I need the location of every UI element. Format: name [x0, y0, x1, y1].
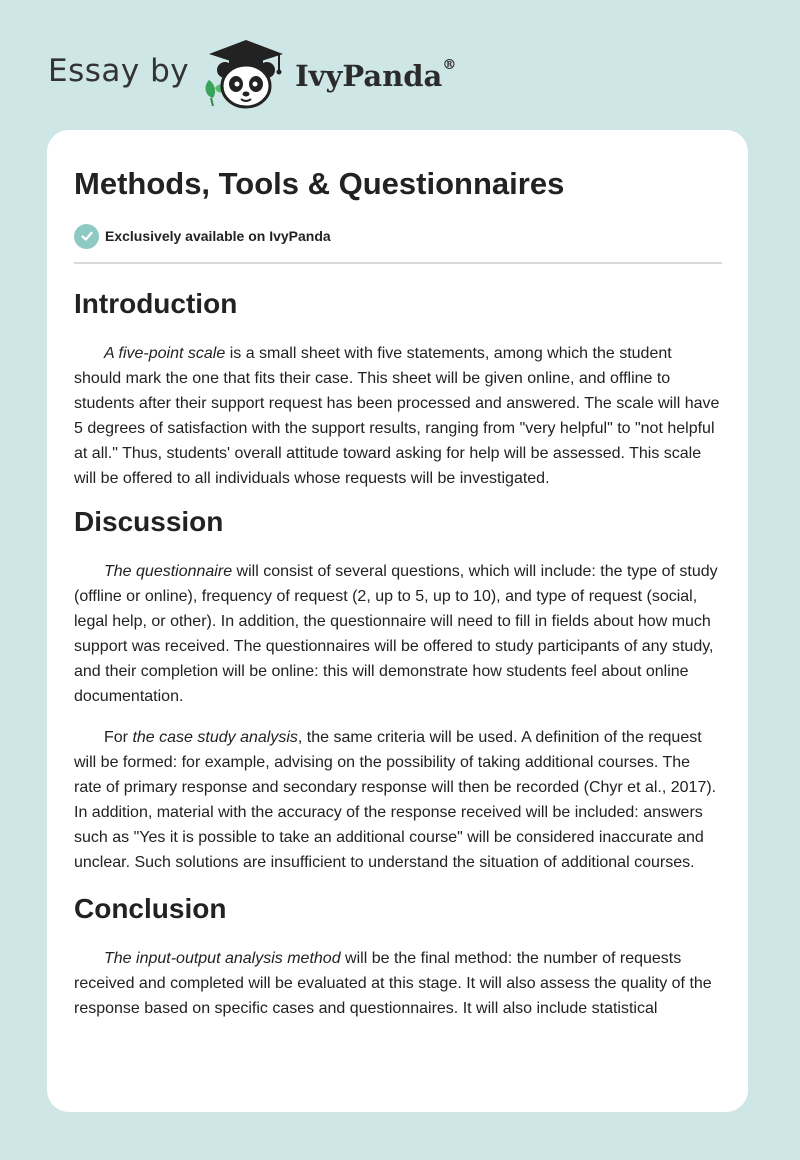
- emphasis-lead: The questionnaire: [104, 563, 233, 580]
- paragraph: [74, 725, 722, 875]
- site-header: [48, 34, 456, 114]
- divider: [74, 262, 722, 264]
- paragraph: [74, 341, 722, 491]
- emphasis-lead: The input-output analysis method: [104, 950, 341, 967]
- paragraph: [74, 559, 722, 709]
- emphasis-lead: the case study analysis: [132, 729, 298, 746]
- registered-mark: ®: [442, 57, 457, 73]
- section-heading-introduction: Introduction: [74, 288, 238, 319]
- brand-name[interactable]: [295, 59, 456, 93]
- essay-card: [47, 130, 748, 1112]
- section-heading-conclusion: Conclusion: [74, 893, 227, 924]
- paragraph: [74, 946, 722, 1021]
- brand-text: IvyPanda: [295, 59, 443, 93]
- paragraph-text: will be the final method: the number of requests received and completed will be evaluated at this stage. It will also assess the quality of the response based on specific cases and questionnaires. It will also include statistical: [74, 950, 712, 1017]
- panda-logo-icon[interactable]: [201, 36, 291, 112]
- exclusive-badge: [74, 223, 722, 249]
- page-title: Methods, Tools & Questionnaires: [74, 166, 565, 201]
- paragraph-text: , the same criteria will be used. A definition of the request will be formed: for example, advising on the possibility of taking additional courses. The rate of primary response and secondary response will then be recorded (Chyr et al., 2017). In addition, material with the accuracy of the response received will be included: answers such as "Yes it is possible to take an additional course" will be considered inaccurate and unclear. Such solutions are insufficient to understand the situation of additional courses.: [74, 729, 717, 871]
- check-icon: [74, 224, 99, 249]
- emphasis-lead: A five-point scale: [104, 345, 226, 362]
- essay-by-label: Essay by: [48, 53, 190, 89]
- paragraph-text: will consist of several questions, which will include: the type of study (offline or online), frequency of request (2, up to 5, up to 10), and type of request (social, legal help, or other). In addition, the questionnaire will need to fill in fields about how much support was received. The questionnaires will be offered to study participants of any study, and their completion will be online: this will demonstrate how students feel about online documentation.: [74, 563, 718, 705]
- paragraph-text: is a small sheet with five statements, among which the student should mark the one that fits their case. This sheet will be given online, and offline to students after their support request has been processed and answered. The scale will have 5 degrees of satisfaction with the support results, ranging from "very helpful" to "not helpful at all." Thus, students' overall attitude toward asking for help will be assessed. This scale will be offered to all individuals whose requests will be investigated.: [74, 345, 720, 487]
- exclusive-badge-text: Exclusively available on IvyPanda: [105, 228, 331, 244]
- section-heading-discussion: Discussion: [74, 506, 224, 537]
- paragraph-prefix: For: [104, 729, 133, 746]
